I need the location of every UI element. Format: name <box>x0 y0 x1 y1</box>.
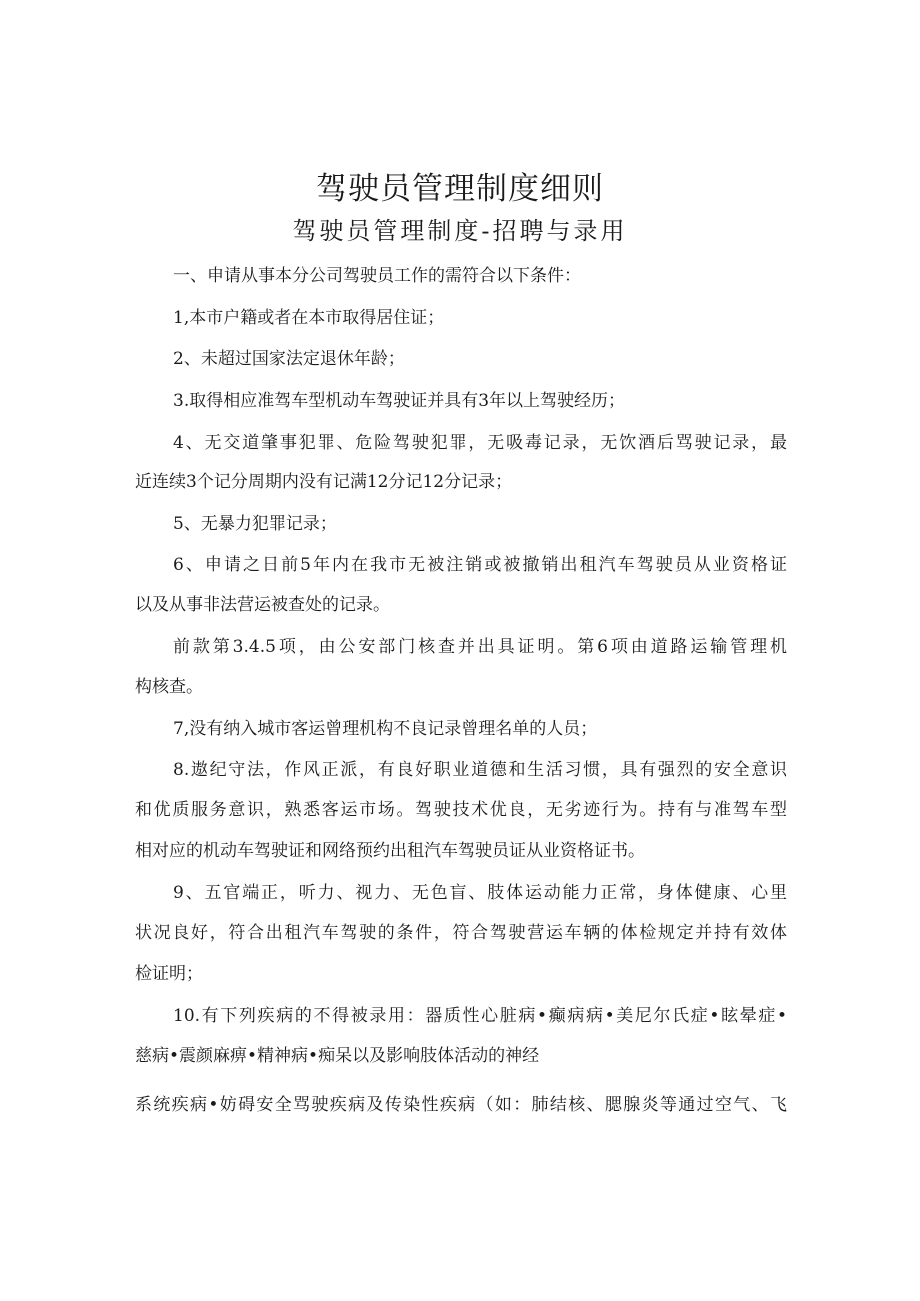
paragraph-line: 慈病•震颜麻痹•精神病•痴呆以及影响肢体活动的神经 <box>135 1046 540 1066</box>
document-title: 驾驶员管理制度细则 <box>316 171 604 207</box>
paragraph-line: 4、无交道肇事犯罪、危险驾驶犯罪，无吸毒记录，无饮酒后骂驶记录，最 <box>173 433 787 453</box>
paragraph-line: 9、五官端正，听力、视力、无色盲、肢体运动能力正常，身体健康、心里 <box>173 883 787 903</box>
paragraph-line: 构核查。 <box>135 677 203 697</box>
paragraph-line: 检证明； <box>135 964 203 984</box>
paragraph-line: 近连续3个记分周期内没有记满12分记12分记录； <box>135 472 513 492</box>
paragraph-line: 一、申请从事本分公司驾驶员工作的需符合以下条件： <box>173 266 581 286</box>
paragraph-line: 10.有下列疾病的不得被录用：器质性心脏病•癫病病•美尼尔氏症•眩晕症• <box>173 1006 787 1026</box>
paragraph-line: 3.取得相应准驾车型机动车驾驶证并具有3年以上驾驶经历； <box>173 391 626 411</box>
paragraph-line: 以及从事非法营运被查处的记录。 <box>135 595 390 615</box>
paragraph-line: 6、申请之日前5年内在我市无被注销或被撤销出租汽车驾驶员从业资格证 <box>173 555 787 575</box>
paragraph-line: 和优质服务意识，熟悉客运市场。驾驶技术优良，无劣迹行为。持有与准驾车型 <box>135 800 787 820</box>
paragraph-line: 状况良好，符合出租汽车驾驶的条件，符合驾驶营运车辆的体检规定并持有效体 <box>135 923 787 943</box>
paragraph-line: 8.遨纪守法，作风正派，有良好职业道德和生活习惯，具有强烈的安全意识 <box>173 760 787 780</box>
paragraph-line: 系统疾病•妨碍安全骂驶疾病及传染性疾病（如：肺结核、腮腺炎等通过空气、飞 <box>135 1095 787 1115</box>
paragraph-line: 7,没有纳入城市客运曾理机构不良记录曾理名单的人员； <box>173 719 598 739</box>
document-subtitle: 驾驶员管理制度-招聘与录用 <box>292 217 628 245</box>
paragraph-line: 前款第3.4.5项，由公安部门核查并出具证明。第6项由道路运输管理机 <box>173 637 787 657</box>
paragraph-line: 相对应的机动车驾驶证和网络预约出租汽车驾驶员证从业资格证书。 <box>135 841 645 861</box>
paragraph-line: 5、无暴力犯罪记录； <box>173 514 337 534</box>
paragraph-line: 1,本市户籍或者在本市取得居住证； <box>173 308 445 328</box>
paragraph-line: 2、未超过国家法定退休年龄； <box>173 349 405 369</box>
